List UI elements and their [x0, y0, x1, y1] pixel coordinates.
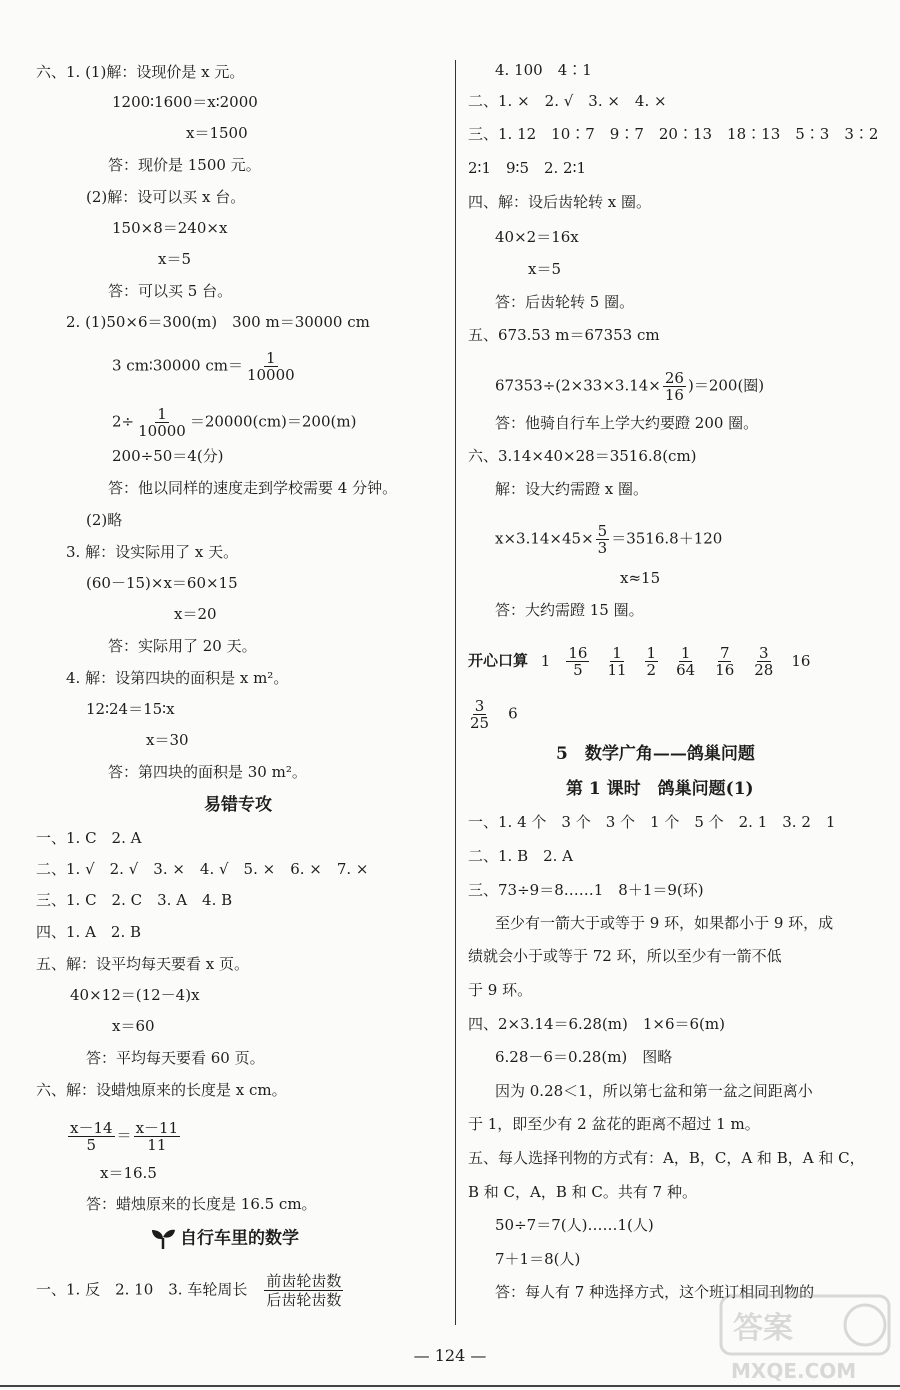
numerator: x－11	[135, 1119, 179, 1137]
page-number: — 124 —	[413, 1346, 487, 1365]
answer-line	[36, 1272, 345, 1309]
answer-line: 答：可以买 5 台。	[108, 282, 233, 300]
sprout-icon	[150, 1228, 176, 1250]
answer-line	[468, 645, 818, 678]
mental-math-item	[713, 645, 736, 678]
denominator: 16	[664, 386, 684, 404]
answer-line: 答：他骑自行车上学大约要蹬 200 圈。	[495, 414, 759, 432]
answer-line: x＝30	[146, 731, 189, 749]
numerator: 16	[568, 644, 588, 662]
watermark-logo	[715, 1290, 895, 1385]
answer-line	[495, 370, 764, 403]
mental-math-item: 16	[791, 651, 811, 670]
mental-math-item	[566, 645, 589, 678]
answer-line: 二、1. × 2. √ 3. × 4. ×	[468, 92, 667, 110]
answer-line: 答：大约需蹬 15 圈。	[495, 601, 644, 619]
answer-line: 200÷50＝4(分)	[112, 447, 224, 465]
answer-line: 二、1. B 2. A	[468, 847, 574, 865]
answer-line: 40×2＝16x	[495, 228, 579, 246]
answer-line: 于 1，即至少有 2 盆花的距离不超过 1 m。	[468, 1115, 760, 1133]
expr-text: 2÷	[112, 412, 135, 431]
svg-text:MXQE.COM: MXQE.COM	[731, 1359, 857, 1383]
expr-text: ＝3516.8＋120	[611, 529, 723, 548]
answer-line: 3. 解：设实际用了 x 天。	[66, 543, 239, 561]
denominator: 5	[86, 1136, 97, 1154]
section-heading: 易错专攻	[204, 795, 272, 815]
answer-line: 4. 100 4∶1	[495, 61, 592, 79]
answer-line: 40×12＝(12－4)x	[70, 986, 200, 1004]
answer-line: 答：现价是 1500 元。	[108, 156, 261, 174]
answer-line: 六、1. (1)解：设现价是 x 元。	[36, 63, 245, 81]
denominator: 25	[470, 714, 490, 732]
answer-line: x＝5	[158, 250, 192, 268]
expr-text: )＝200(圈)	[687, 376, 765, 395]
answer-line: 答：平均每天要看 60 页。	[86, 1049, 265, 1067]
answer-line: 答：后齿轮转 5 圈。	[495, 293, 635, 311]
answer-line: (60－15)×x＝60×15	[86, 574, 238, 592]
mental-math-label: 开心口算	[468, 651, 529, 670]
answer-line	[495, 523, 722, 556]
answer-line: 三、73÷9＝8……1 8＋1＝9(环)	[468, 881, 704, 899]
answer-line: 50÷7＝7(人)……1(人)	[495, 1216, 654, 1234]
answer-line: 六、解：设蜡烛原来的长度是 x cm。	[36, 1081, 287, 1099]
answer-line: 150×8＝240×x	[112, 219, 228, 237]
answer-line: 绩就会小于或等于 72 环，所以至少有一箭不低	[468, 947, 782, 965]
fraction	[264, 1272, 343, 1309]
answer-line: x＝60	[112, 1017, 155, 1035]
answer-line: 答：他以同样的速度走到学校需要 4 分钟。	[108, 479, 398, 497]
mental-math-answers	[533, 644, 819, 679]
expr-text: x×3.14×45×	[495, 529, 594, 548]
denominator: 11	[607, 661, 627, 679]
numerator: 1	[646, 644, 657, 662]
mental-math-item	[645, 645, 659, 678]
bottom-rule	[0, 1385, 900, 1387]
denominator: 3	[597, 539, 608, 557]
answer-line: 四、1. A 2. B	[36, 923, 142, 941]
denominator: 28	[754, 661, 774, 679]
numerator: 7	[719, 644, 730, 662]
numerator: 1	[157, 405, 167, 423]
denominator: 10000	[246, 366, 295, 384]
fraction	[468, 698, 491, 731]
answer-line: 答：第四块的面积是 30 m²。	[108, 763, 307, 781]
answer-line: 答：蜡烛原来的长度是 16.5 cm。	[86, 1195, 317, 1213]
numerator: 3	[759, 644, 769, 662]
svg-text:答案: 答案	[733, 1311, 793, 1346]
answer-line: 解：设大约需蹬 x 圈。	[495, 480, 648, 498]
answer-line: 因为 0.28＜1，所以第七盆和第一盆之间距离小	[495, 1082, 813, 1100]
fraction	[134, 1120, 181, 1153]
numerator: 3	[474, 697, 485, 715]
section-heading-text: 自行车里的数学	[180, 1228, 299, 1249]
denominator: 64	[676, 661, 696, 679]
denominator: 16	[715, 661, 735, 679]
expr-text: 一、1. 反 2. 10 3. 车轮周长	[36, 1280, 248, 1299]
answer-line: 五、解：设平均每天要看 x 页。	[36, 955, 249, 973]
answer-line: 二、1. √ 2. √ 3. × 4. √ 5. × 6. × 7. ×	[36, 860, 369, 878]
answer-line: 三、1. 12 10∶7 9∶7 20∶13 18∶13 5∶3 3∶2	[468, 125, 879, 143]
answer-line: x＝5	[528, 260, 562, 278]
answer-line: 一、1. 4 个 3 个 3 个 1 个 5 个 2. 1 3. 2 1	[468, 813, 836, 831]
answer-line: x≈15	[620, 569, 661, 587]
numerator: 26	[664, 369, 684, 387]
denominator: 10000	[138, 422, 186, 440]
answer-line: 六、3.14×40×28＝3516.8(cm)	[468, 447, 697, 465]
mental-math-item	[605, 645, 628, 678]
answer-line	[112, 350, 299, 383]
section-heading	[150, 1228, 299, 1250]
answer-line	[466, 698, 518, 731]
answer-line: 2. (1)50×6＝300(m) 300 m＝30000 cm	[66, 313, 370, 331]
lesson-heading: 第 1 课时 鸽巢问题(1)	[566, 779, 754, 799]
mental-math-item	[752, 645, 775, 678]
expr-text: 67353÷(2×33×3.14×	[495, 376, 661, 395]
expr-text: ＝20000(cm)＝200(m)	[189, 412, 357, 431]
expr-text: 3 cm∶30000 cm＝	[112, 356, 243, 375]
fraction	[245, 350, 297, 383]
denominator: 5	[573, 661, 583, 679]
mental-math-item: 1	[540, 651, 551, 670]
fraction	[596, 523, 610, 556]
answer-line: 答：实际用了 20 天。	[108, 637, 257, 655]
answer-line: 五、673.53 m＝67353 cm	[468, 326, 660, 344]
numerator: x－14	[70, 1119, 113, 1137]
answer-line: 四、2×3.14＝6.28(m) 1×6＝6(m)	[468, 1015, 725, 1033]
answer-line: 五、每人选择刊物的方式有：A，B，C，A 和 B，A 和 C，	[468, 1149, 865, 1167]
column-divider	[455, 60, 456, 1325]
answer-line	[112, 406, 356, 439]
answer-line: 四、解：设后齿轮转 x 圈。	[468, 193, 651, 211]
denominator: 11	[147, 1136, 167, 1154]
answer-line: 三、1. C 2. C 3. A 4. B	[36, 891, 233, 909]
answer-line: 答：每人有 7 种选择方式，这个班订相同刊物的	[495, 1283, 815, 1301]
answer-line: 1200∶1600＝x∶2000	[112, 93, 258, 111]
answer-line: (2)略	[86, 511, 123, 529]
answer-line: 至少有一箭大于或等于 9 环，如果都小于 9 环，成	[495, 914, 834, 932]
answer-line: 于 9 环。	[468, 981, 533, 999]
answer-line: x＝1500	[186, 124, 248, 142]
denominator: 2	[646, 661, 657, 679]
answer-line: 一、1. C 2. A	[36, 829, 142, 847]
denominator: 后齿轮齿数	[266, 1291, 342, 1309]
answer-line: 6.28－6＝0.28(m) 图略	[495, 1048, 673, 1066]
answer-line: 4. 解：设第四块的面积是 x m²。	[66, 669, 289, 687]
numerator: 1	[680, 644, 691, 662]
mental-math-item	[674, 645, 697, 678]
numerator: 1	[612, 644, 622, 662]
answer-line: 2∶1 9∶5 2. 2∶1	[468, 159, 587, 177]
numerator: 前齿轮齿数	[266, 1272, 342, 1290]
answer-line: x＝20	[174, 605, 217, 623]
answer-line: 7＋1＝8(人)	[495, 1250, 581, 1268]
answer-line: x＝16.5	[100, 1164, 157, 1182]
answer-line: 12∶24＝15∶x	[86, 700, 175, 718]
expr-text: ＝	[116, 1126, 132, 1145]
fraction	[68, 1120, 115, 1153]
fraction	[136, 406, 188, 439]
answer-line: B 和 C，A，B 和 C。共有 7 种。	[468, 1183, 697, 1201]
answer-line	[66, 1120, 182, 1153]
fraction	[663, 370, 686, 403]
numerator: 5	[597, 522, 608, 540]
expr-text: 6	[508, 704, 518, 723]
numerator: 1	[266, 349, 276, 367]
chapter-heading: 5 数学广角——鸽巢问题	[556, 744, 755, 764]
answer-line: (2)解：设可以买 x 台。	[86, 188, 246, 206]
